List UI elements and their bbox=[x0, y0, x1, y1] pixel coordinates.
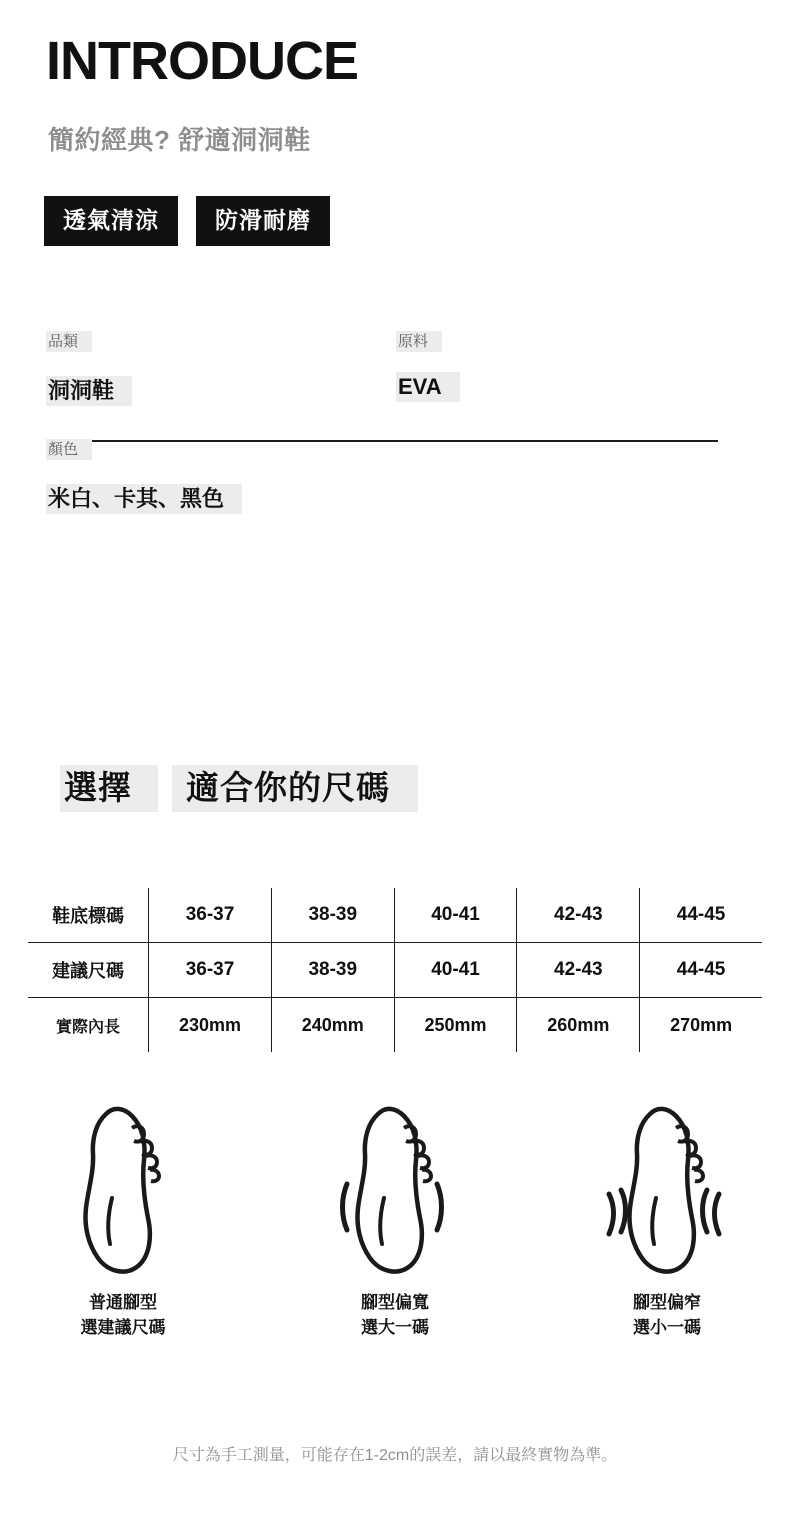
spec-label-category bbox=[46, 330, 92, 351]
foot-type-advice: 選小一碼 bbox=[633, 1317, 701, 1337]
foot-type-list bbox=[0, 1095, 790, 1340]
spec-label-color bbox=[46, 438, 92, 459]
spec-value-color-text: 米白、卡其、黑色 bbox=[46, 484, 242, 514]
spec-label-category-text: 品類 bbox=[46, 331, 92, 352]
table-cell: 260mm bbox=[517, 998, 640, 1053]
foot-type-item-normal bbox=[43, 1095, 203, 1340]
table-cell: 44-45 bbox=[640, 888, 762, 943]
spec-value-color bbox=[46, 482, 242, 513]
foot-type-title: 腳型偏窄 bbox=[633, 1293, 701, 1312]
table-cell: 230mm bbox=[149, 998, 272, 1053]
size-chart-table bbox=[28, 888, 762, 1052]
spec-value-category-text: 洞洞鞋 bbox=[46, 376, 132, 406]
size-heading-word-2: 適合你的尺碼 bbox=[172, 765, 418, 812]
table-row bbox=[28, 998, 762, 1053]
foot-type-title: 普通腳型 bbox=[89, 1293, 157, 1312]
table-cell: 38-39 bbox=[271, 943, 394, 998]
row-header: 鞋底標碼 bbox=[28, 888, 149, 943]
spec-block bbox=[0, 330, 790, 546]
table-cell: 42-43 bbox=[517, 943, 640, 998]
foot-type-caption-narrow bbox=[587, 1291, 747, 1340]
table-cell: 270mm bbox=[640, 998, 762, 1053]
table-cell: 240mm bbox=[271, 998, 394, 1053]
foot-type-item-wide bbox=[315, 1095, 475, 1340]
foot-type-item-narrow bbox=[587, 1095, 747, 1340]
foot-type-title: 腳型偏寬 bbox=[361, 1293, 429, 1312]
page-title: INTRODUCE bbox=[46, 31, 358, 91]
size-section-heading bbox=[60, 762, 418, 809]
table-row bbox=[28, 943, 762, 998]
table-cell: 36-37 bbox=[149, 943, 272, 998]
table-cell: 44-45 bbox=[640, 943, 762, 998]
foot-wide-icon bbox=[315, 1095, 475, 1291]
spec-label-material-text: 原料 bbox=[396, 331, 442, 352]
spec-value-material-text: EVA bbox=[396, 372, 460, 402]
size-heading-word-1: 選擇 bbox=[60, 765, 158, 812]
spec-row bbox=[0, 438, 790, 546]
table-cell: 42-43 bbox=[517, 888, 640, 943]
foot-narrow-icon bbox=[587, 1095, 747, 1291]
table-cell: 250mm bbox=[394, 998, 517, 1053]
foot-type-caption-normal bbox=[43, 1291, 203, 1340]
row-header: 實際內長 bbox=[56, 1018, 121, 1036]
page-subtitle: 簡約經典? 舒適洞洞鞋 bbox=[48, 125, 311, 155]
spec-label-material bbox=[396, 330, 442, 351]
foot-type-caption-wide bbox=[315, 1291, 475, 1340]
spec-value-material bbox=[396, 374, 460, 400]
row-header: 建議尺碼 bbox=[28, 943, 149, 998]
table-cell: 38-39 bbox=[271, 888, 394, 943]
measurement-footnote: 尺寸為手工測量，可能存在1-2cm的誤差，請以最終實物為準。 bbox=[172, 1447, 618, 1464]
table-cell: 40-41 bbox=[394, 943, 517, 998]
table-cell: 40-41 bbox=[394, 888, 517, 943]
feature-tag: 透氣清涼 bbox=[44, 196, 178, 246]
foot-normal-icon bbox=[43, 1095, 203, 1291]
feature-tag: 防滑耐磨 bbox=[196, 196, 330, 246]
table-cell: 36-37 bbox=[149, 888, 272, 943]
spec-row bbox=[0, 330, 790, 438]
feature-tag-list bbox=[44, 196, 330, 246]
foot-type-advice: 選大一碼 bbox=[361, 1317, 429, 1337]
foot-type-advice: 選建議尺碼 bbox=[80, 1317, 166, 1337]
spec-value-category bbox=[46, 374, 132, 405]
table-row bbox=[28, 888, 762, 943]
spec-label-color-text: 顏色 bbox=[46, 439, 92, 460]
